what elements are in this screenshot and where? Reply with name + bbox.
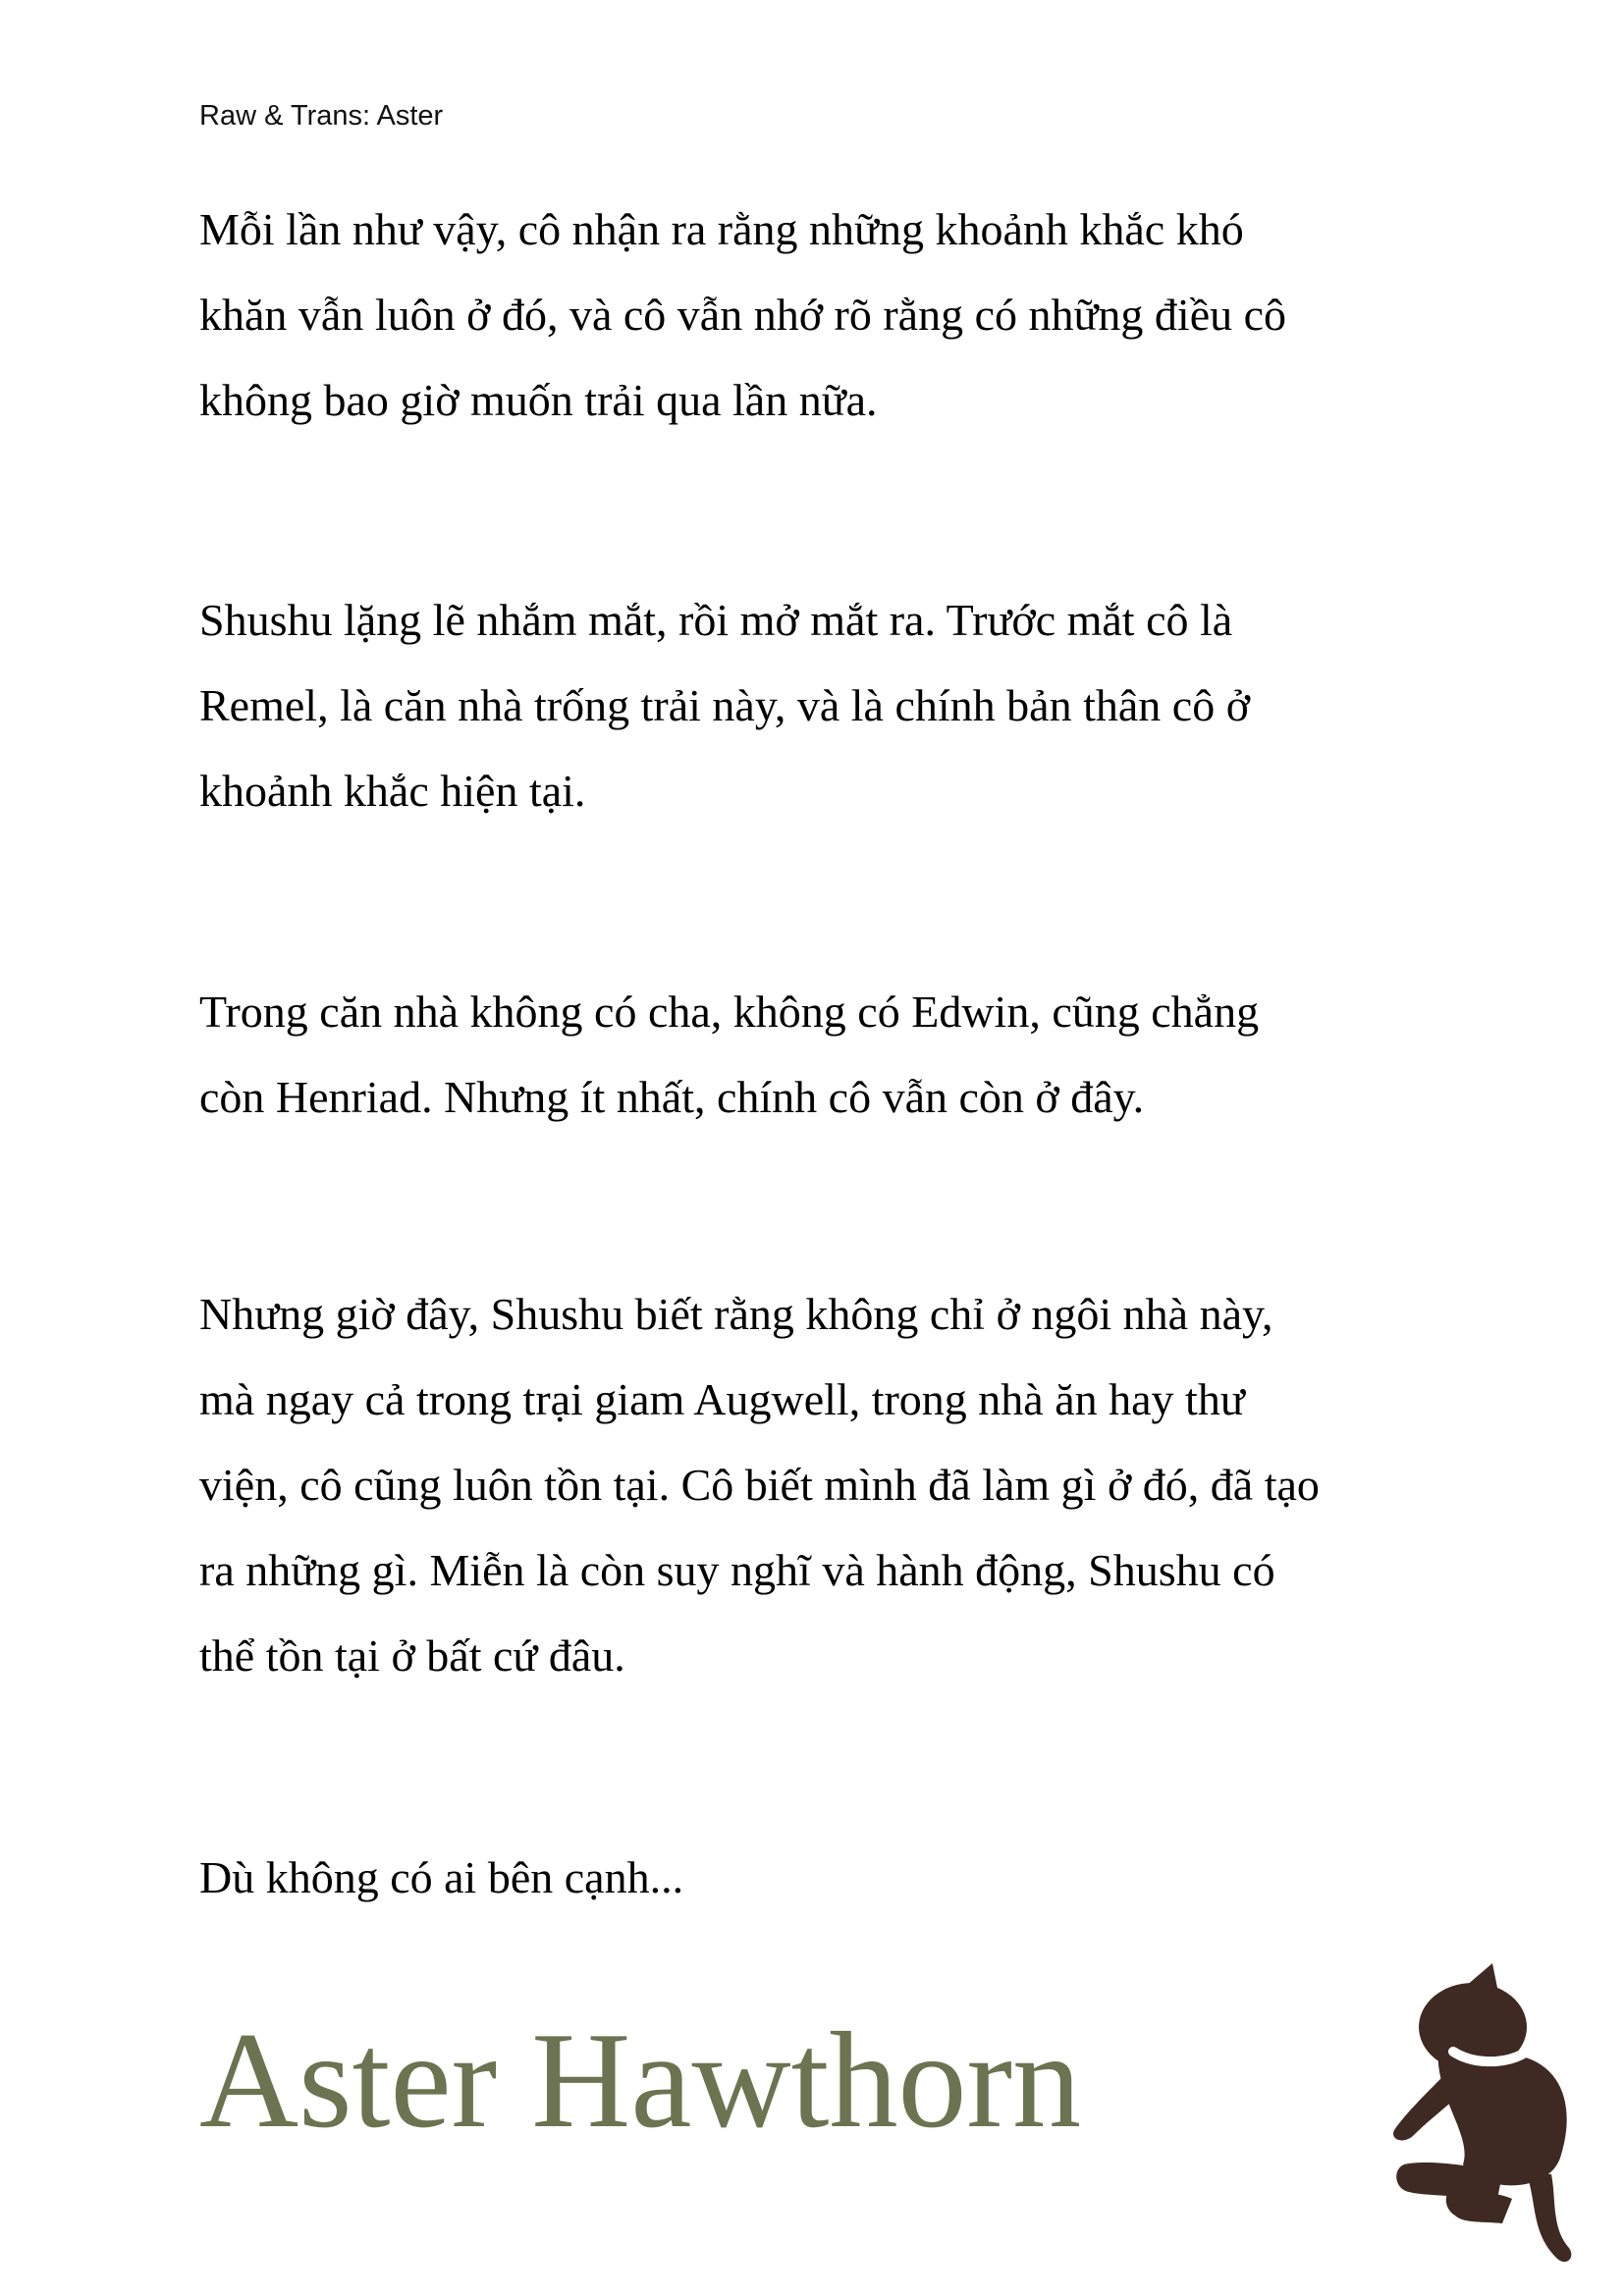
paragraph-4 [199, 1271, 1320, 1698]
text-line: Mỗi lần như vậy, cô nhận ra rằng những khoảnh khắc khó [199, 204, 1244, 254]
text-line: khoảnh khắc hiện tại. [199, 766, 586, 816]
cat-silhouette-icon [1365, 1939, 1600, 2272]
paragraph-1 [199, 187, 1286, 443]
text-line: còn Henriad. Nhưng ít nhất, chính cô vẫn còn ở đây. [199, 1072, 1145, 1122]
translator-credit: Raw & Trans: Aster [199, 100, 444, 132]
watermark: Aster Hawthorn [199, 2004, 1082, 2157]
paragraph-2 [199, 577, 1250, 833]
text-line: mà ngay cả trong trại giam Augwell, trong nhà ăn hay thư [199, 1374, 1245, 1424]
paragraph-5 [199, 1835, 683, 1920]
text-line: ra những gì. Miễn là còn suy nghĩ và hành động, Shushu có [199, 1545, 1275, 1595]
text-line: Remel, là căn nhà trống trải này, và là chính bản thân cô ở [199, 680, 1251, 730]
text-line: Dù không có ai bên cạnh... [199, 1852, 684, 1902]
text-line: thể tồn tại ở bất cứ đâu. [199, 1630, 625, 1681]
text-line: Shushu lặng lẽ nhắm mắt, rồi mở mắt ra. Trước mắt cô là [199, 595, 1233, 645]
text-line: viện, cô cũng luôn tồn tại. Cô biết mình đã làm gì ở đó, đã tạo [199, 1460, 1320, 1510]
text-line: không bao giờ muốn trải qua lần nữa. [199, 375, 878, 425]
text-line: Nhưng giờ đây, Shushu biết rằng không chỉ ở ngôi nhà này, [199, 1289, 1273, 1339]
text-line: khăn vẫn luôn ở đó, và cô vẫn nhớ rõ rằng có những điều cô [199, 290, 1287, 340]
text-line: Trong căn nhà không có cha, không có Edwin, cũng chẳng [199, 987, 1260, 1037]
paragraph-3 [199, 969, 1259, 1140]
